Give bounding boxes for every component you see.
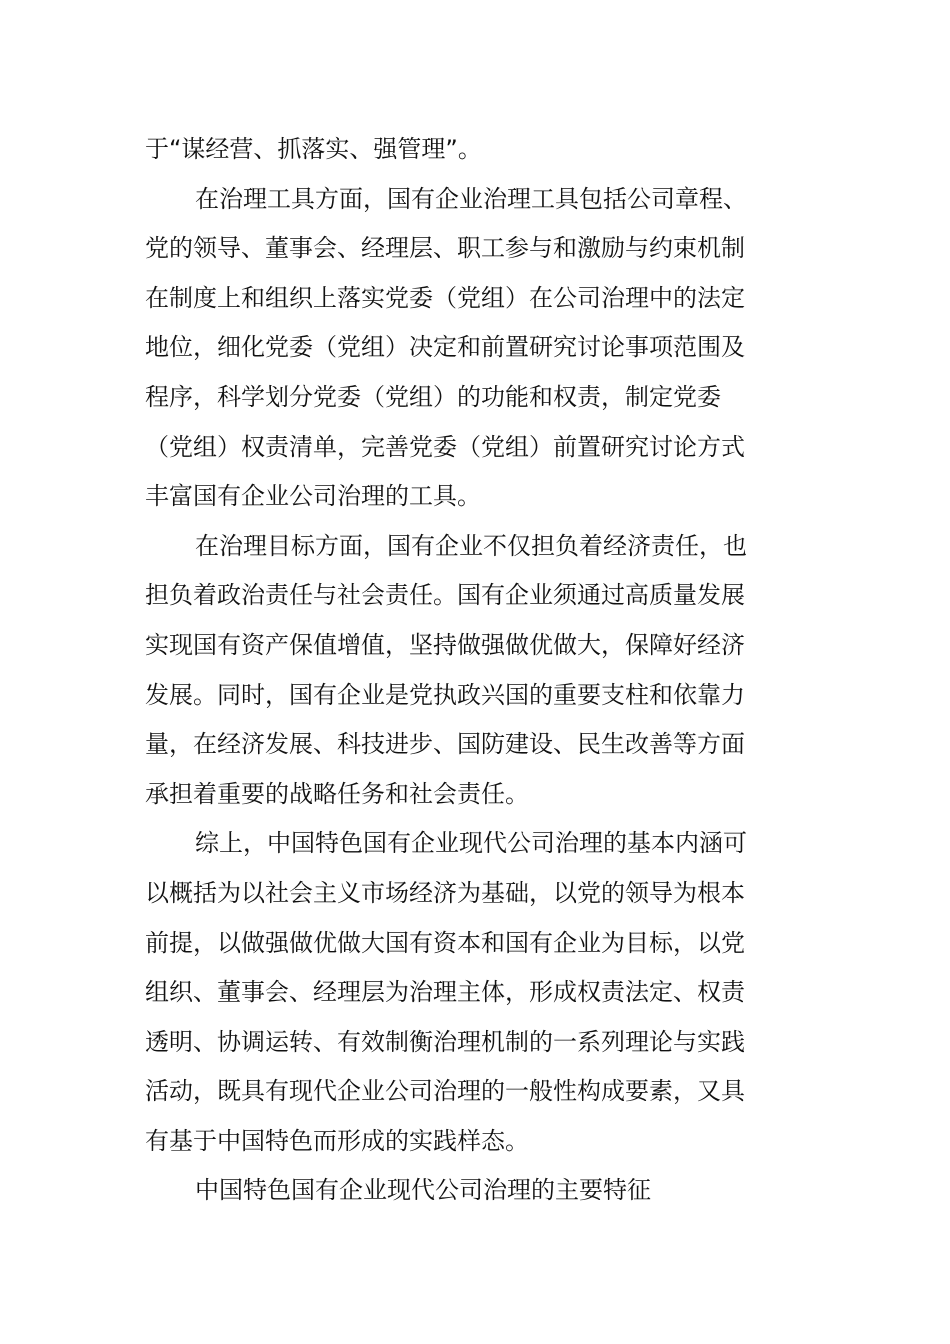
- text-line: 量，在经济发展、科技进步、国防建设、民生改善等方面: [145, 730, 745, 759]
- text-line: 在制度上和组织上落实党委（党组）在公司治理中的法定: [145, 283, 745, 312]
- text-line: 担负着政治责任与社会责任。国有企业须通过高质量发展: [145, 581, 745, 610]
- paragraph-start-governance-goals: 在治理目标方面，国有企业不仅担负着经济责任，也: [195, 531, 747, 560]
- paragraph-start-summary: 综上，中国特色国有企业现代公司治理的基本内涵可: [195, 829, 747, 858]
- text-line: 程序，科学划分党委（党组）的功能和权责，制定党委: [145, 382, 721, 411]
- text-line: 前提，以做强做优做大国有资本和国有企业为目标，以党: [145, 928, 745, 957]
- text-line: 承担着重要的战略任务和社会责任。: [145, 779, 529, 808]
- document-body: [145, 125, 807, 1216]
- text-line: 党的领导、董事会、经理层、职工参与和激励与约束机制: [145, 234, 745, 263]
- text-line: 于“谋经营、抓落实、强管理”。: [145, 135, 482, 163]
- text-line: 有基于中国特色而形成的实践样态。: [145, 1126, 529, 1155]
- text-line: （党组）权责清单，完善党委（党组）前置研究讨论方式: [145, 432, 745, 461]
- text-line: 透明、协调运转、有效制衡治理机制的一系列理论与实践: [145, 1027, 745, 1056]
- text-line: 活动，既具有现代企业公司治理的一般性构成要素，又具: [145, 1077, 745, 1106]
- text-line: 丰富国有企业公司治理的工具。: [145, 482, 481, 511]
- text-line: 以概括为以社会主义市场经济为基础，以党的领导为根本: [145, 878, 745, 907]
- paragraph-start-governance-tools: 在治理工具方面，国有企业治理工具包括公司章程、: [195, 184, 747, 213]
- text-line: 发展。同时，国有企业是党执政兴国的重要支柱和依靠力: [145, 680, 745, 709]
- section-heading-main-features: 中国特色国有企业现代公司治理的主要特征: [195, 1176, 651, 1205]
- text-line: 实现国有资产保值增值，坚持做强做优做大，保障好经济: [145, 630, 745, 659]
- text-line: 组织、董事会、经理层为治理主体，形成权责法定、权责: [145, 978, 745, 1007]
- text-line: 地位，细化党委（党组）决定和前置研究讨论事项范围及: [145, 333, 745, 362]
